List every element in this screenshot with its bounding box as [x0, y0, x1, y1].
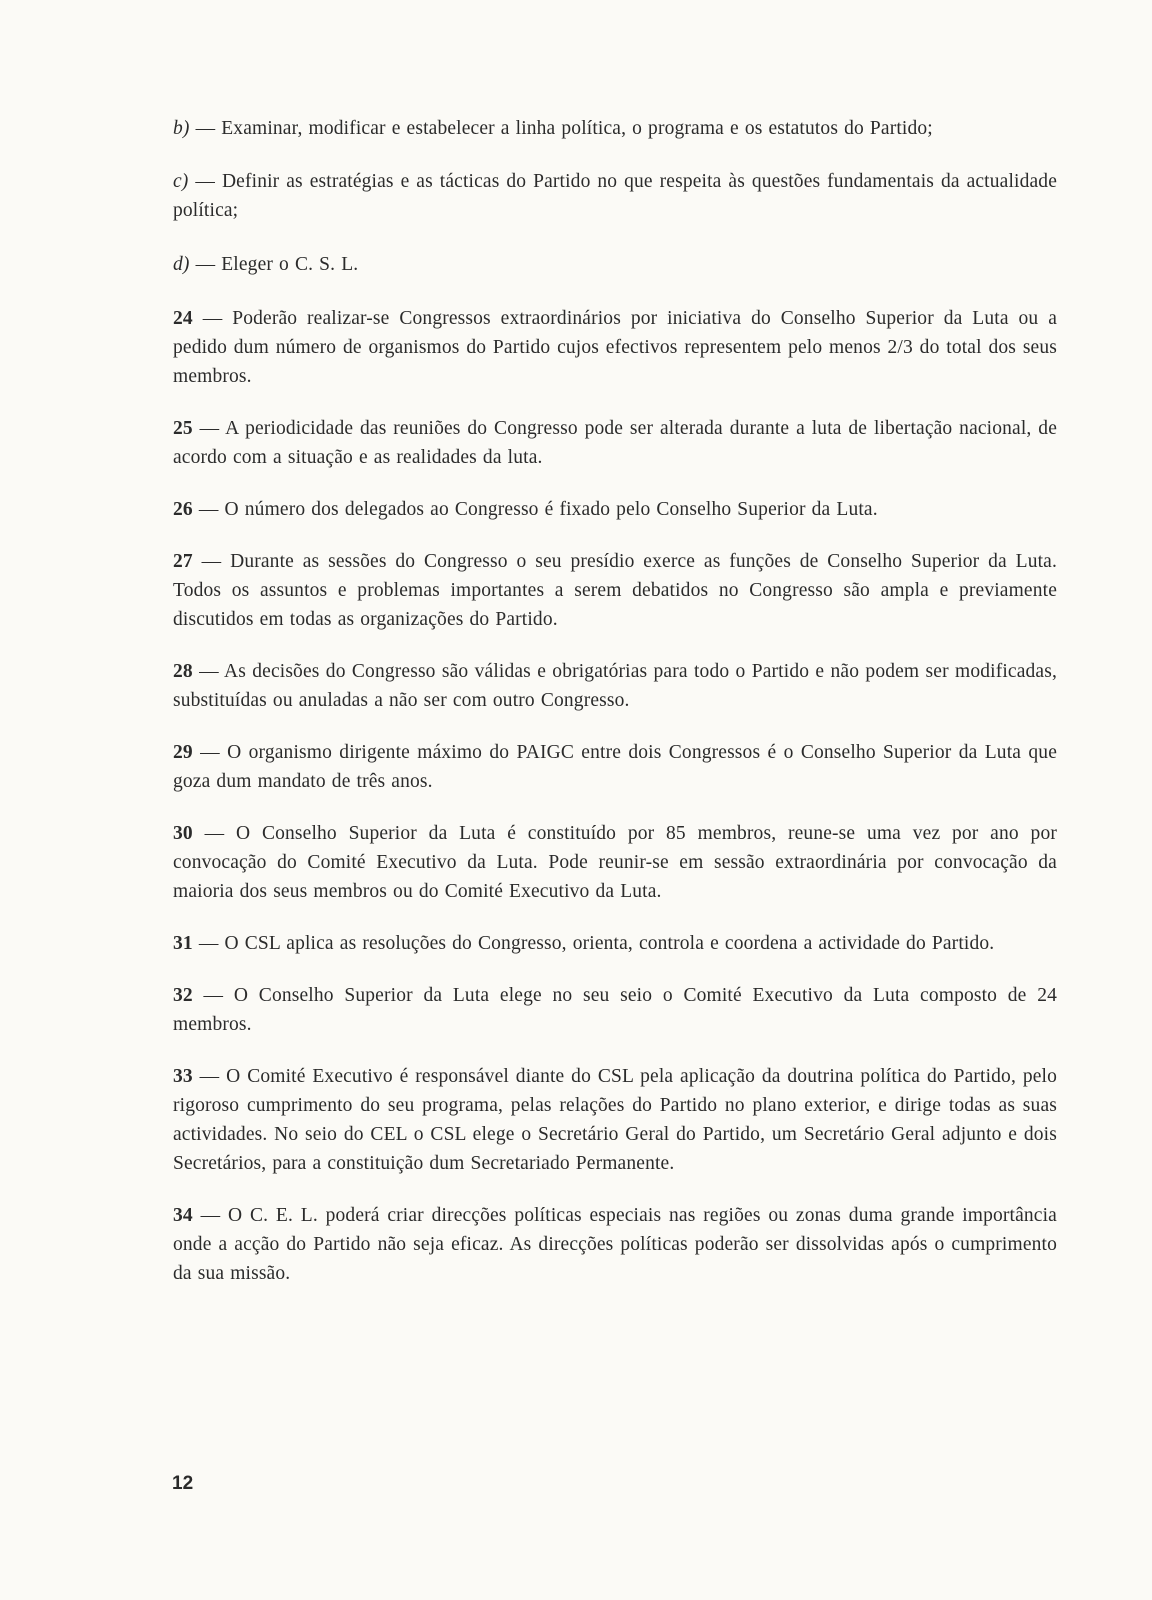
article-number: 33	[173, 1066, 193, 1087]
clause-b	[173, 114, 1057, 143]
clause-label: c)	[173, 171, 189, 192]
article-28	[173, 657, 1057, 715]
page-body	[173, 114, 1057, 1288]
article-30	[173, 819, 1057, 906]
article-number: 27	[173, 551, 193, 572]
article-number: 30	[173, 823, 193, 844]
clause-text: — Examinar, modificar e estabelecer a linha política, o programa e os estatutos do Partido;	[189, 118, 933, 139]
article-text: — O C. E. L. poderá criar direcções políticas especiais nas regiões ou zonas duma grande importância onde a acção do Partido não seja eficaz. As direcções políticas poderão ser dissolvidas após o cumprimento da sua missão.	[173, 1205, 1057, 1284]
clause-c	[173, 167, 1057, 225]
article-34	[173, 1201, 1057, 1288]
article-number: 28	[173, 661, 193, 682]
article-text: — Poderão realizar-se Congressos extraordinários por iniciativa do Conselho Superior da Luta ou a pedido dum número de organismos do Partido cujos efectivos representem pelo menos 2/3 do total dos seus membros.	[173, 308, 1057, 387]
article-number: 31	[173, 933, 193, 954]
clause-d	[173, 250, 1057, 279]
article-26	[173, 495, 1057, 524]
article-32	[173, 981, 1057, 1039]
article-number: 24	[173, 308, 193, 329]
article-25	[173, 414, 1057, 472]
clause-label: b)	[173, 118, 190, 139]
article-text: — O Conselho Superior da Luta elege no seu seio o Comité Executivo da Luta composto de 24 membros.	[173, 985, 1057, 1035]
article-number: 34	[173, 1205, 193, 1226]
article-text: — As decisões do Congresso são válidas e obrigatórias para todo o Partido e não podem ser modificadas, substituídas ou anuladas a não ser com outro Congresso.	[173, 661, 1057, 711]
article-29	[173, 738, 1057, 796]
article-number: 25	[173, 418, 193, 439]
article-text: — A periodicidade das reuniões do Congresso pode ser alterada durante a luta de libertação nacional, de acordo com a situação e as realidades da luta.	[173, 418, 1057, 468]
clause-text: — Definir as estratégias e as tácticas do Partido no que respeita às questões fundamentais da actualidade política;	[173, 171, 1057, 221]
page-number: 12	[172, 1473, 194, 1494]
article-text: — O número dos delegados ao Congresso é fixado pelo Conselho Superior da Luta.	[192, 499, 878, 520]
clause-label: d)	[173, 254, 190, 275]
clause-text: — Eleger o C. S. L.	[189, 254, 359, 275]
article-text: — O Comité Executivo é responsável diante do CSL pela aplicação da doutrina política do Partido, pelo rigoroso cumprimento do seu programa, pelas relações do Partido no plano exterior, e dirige todas as suas actividades. No seio do CEL o CSL elege o Secretário Geral do Partido, um Secretário Geral adjunto e dois Secretários, para a constituição dum Secretariado Permanente.	[173, 1066, 1057, 1174]
article-text: — O Conselho Superior da Luta é constituído por 85 membros, reune-se uma vez por ano por convocação do Comité Executivo da Luta. Pode reunir-se em sessão extraordinária por convocação da maioria dos seus membros ou do Comité Executivo da Luta.	[173, 823, 1057, 902]
article-33	[173, 1062, 1057, 1178]
article-number: 29	[173, 742, 193, 763]
article-text: — O CSL aplica as resoluções do Congresso, orienta, controla e coordena a actividade do Partido.	[192, 933, 995, 954]
article-text: — O organismo dirigente máximo do PAIGC entre dois Congressos é o Conselho Superior da Luta que goza dum mandato de três anos.	[173, 742, 1057, 792]
article-27	[173, 547, 1057, 634]
article-number: 32	[173, 985, 193, 1006]
article-text: — Durante as sessões do Congresso o seu presídio exerce as funções de Conselho Superior da Luta. Todos os assuntos e problemas importantes a serem debatidos no Congresso são ampla e previamente discutidos em todas as organizações do Partido.	[173, 551, 1057, 630]
article-number: 26	[173, 499, 193, 520]
article-24	[173, 304, 1057, 391]
article-31	[173, 929, 1057, 958]
